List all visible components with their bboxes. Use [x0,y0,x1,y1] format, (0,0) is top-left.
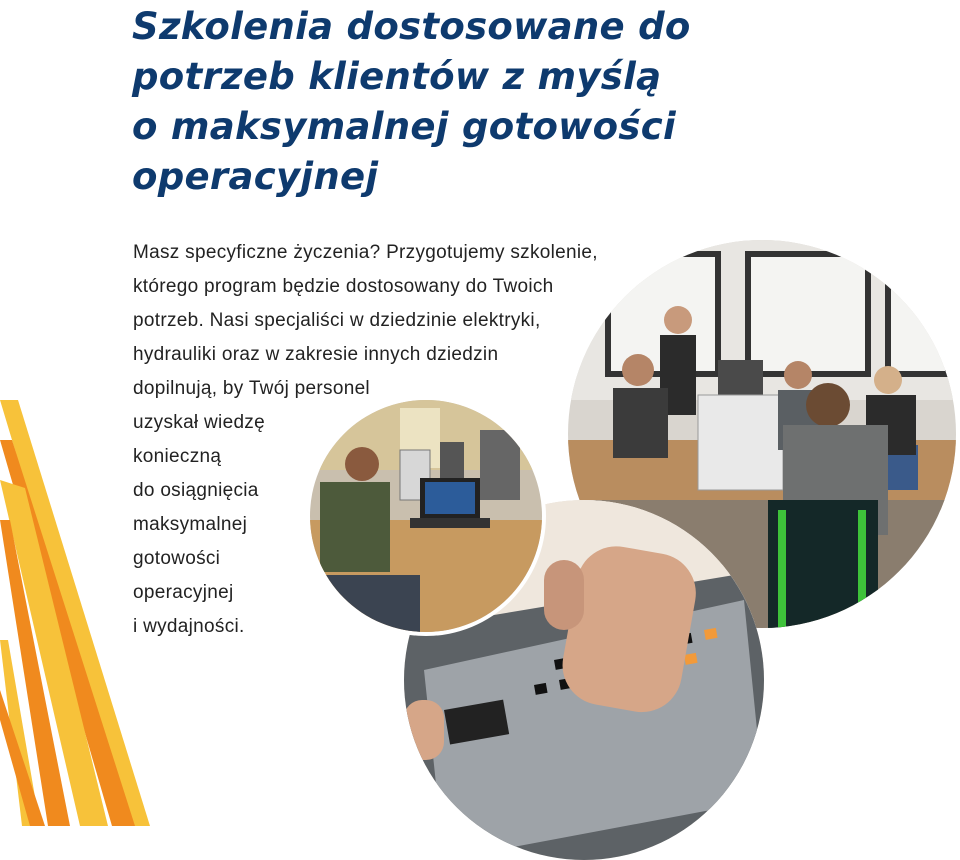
body-line: dopilnują, by Twój personel [133,378,370,399]
body-line: którego program będzie dostosowany do Twoich [133,276,554,297]
heading-line: potrzeb klientów z myślą [132,55,662,98]
heading-line: operacyjnej [132,155,379,198]
body-line: hydrauliki oraz w zakresie innych dziedzin [133,344,499,365]
body-line: operacyjnej [133,582,234,603]
body-line: Masz specyficzne życzenia? Przygotujemy szkolenie, [133,242,598,263]
body-line: potrzeb. Nasi specjaliści w dziedzinie elektryki, [133,310,541,331]
body-line: maksymalnej [133,514,248,535]
body-line: uzyskał wiedzę [133,412,265,433]
body-line: gotowości [133,548,221,569]
body-line: i wydajności. [133,616,245,637]
heading-line: o maksymalnej gotowości [132,105,676,148]
body-line: do osiągnięcia [133,480,259,501]
heading-line: Szkolenia dostosowane do [132,5,691,48]
body-line: konieczną [133,446,222,467]
body-paragraph [133,236,598,644]
